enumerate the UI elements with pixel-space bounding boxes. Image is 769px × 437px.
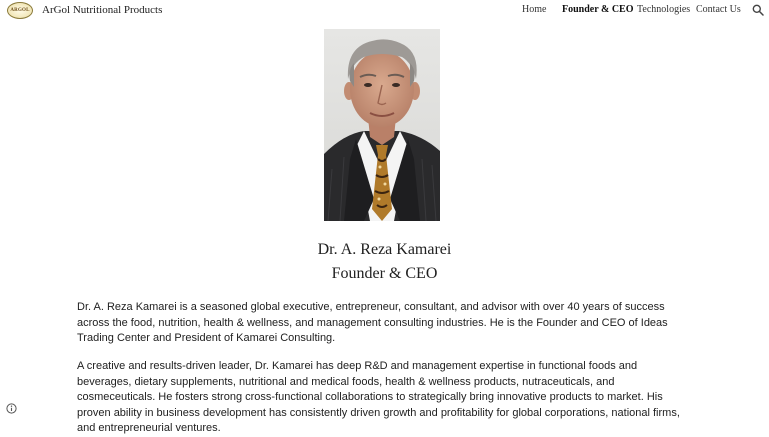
logo-text: ARGOL [10, 8, 30, 13]
site-title[interactable]: ArGol Nutritional Products [42, 4, 163, 16]
nav-item-home[interactable]: Home [522, 4, 547, 15]
nav-item-contact-us[interactable]: Contact Us [696, 4, 741, 15]
site-header [0, 0, 769, 22]
nav-item-technologies[interactable]: Technologies [637, 4, 691, 15]
portrait-photo [324, 29, 440, 221]
main-nav [0, 4, 769, 18]
profile-role: Founder & CEO [331, 265, 438, 282]
search-icon[interactable] [752, 4, 764, 16]
bio-paragraph-2: A creative and results-driven leader, Dr. Kamarei has deep R&D and management expertise in functional foods and beverages, dietary supplements, nutritional and medical foods, health & wellness products, nutraceuticals, and cosmeceuticals. He fosters strong cross-functional collaborations to strategically bring innovative products to market. His proven ability in business development has consistently driven growth and profitability for global corporations, national firms, and entrepreneurial ventures. [77, 360, 680, 434]
nav-item-founder-ceo[interactable]: Founder & CEO [562, 4, 634, 15]
bio-paragraph-1: Dr. A. Reza Kamarei is a seasoned global executive, entrepreneur, consultant, and advisor with over 40 years of success across the food, nutrition, health & wellness, and management consulting industries. He is the Founder and CEO of Ideas Trading Center and President of Kamarei Consulting. [77, 301, 668, 344]
portrait-illustration [324, 29, 440, 221]
info-icon[interactable] [6, 403, 17, 414]
profile-name: Dr. A. Reza Kamarei [317, 241, 452, 258]
